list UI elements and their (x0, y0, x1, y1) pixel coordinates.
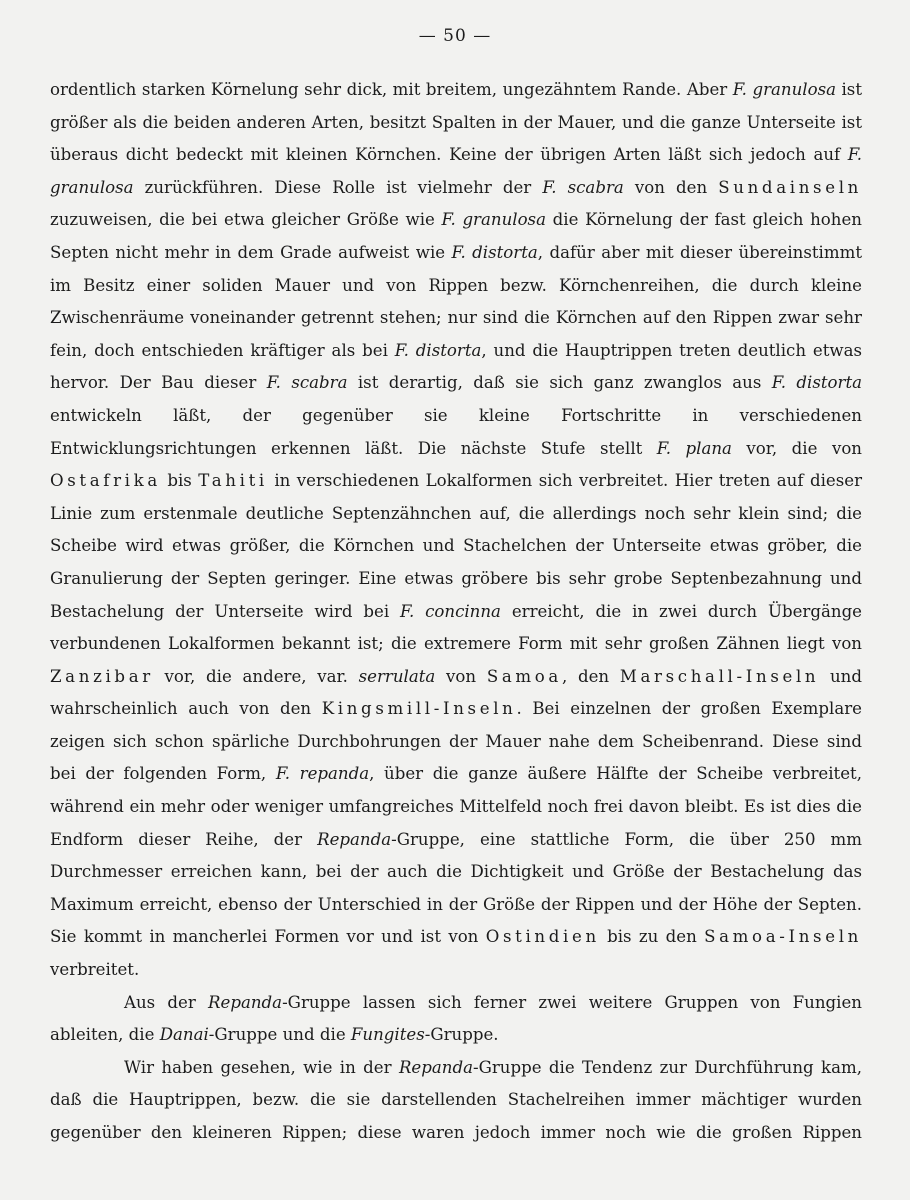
species-name: Danai (159, 1025, 209, 1045)
species-name: serrulata (358, 666, 436, 686)
place-name: Kingsmill-Inseln (321, 699, 517, 719)
species-name: F. (275, 764, 291, 784)
body-text (50, 74, 862, 1150)
species-name: concinna (425, 601, 501, 621)
species-name: scabra (291, 373, 348, 393)
species-name: Repanda (398, 1057, 473, 1077)
species-name: distorta (415, 340, 482, 360)
place-name: Ostafrika (50, 471, 161, 491)
species-name: F. (847, 145, 862, 165)
place-name: Ostindien (485, 927, 600, 947)
place-name: Sundainseln (718, 177, 862, 197)
place-name: Zanzibar (50, 666, 154, 686)
species-name: F. (266, 373, 281, 393)
place-name: Samoa (486, 666, 562, 686)
paragraph-2: Aus der Repanda-Gruppe lassen sich ferner zwei weitere Gruppen von Fungien ableiten, die Danai-Gruppe und die Fungites-Gruppe. (50, 992, 862, 1045)
place-name: Marschall-Inseln (619, 666, 820, 686)
species-name: distorta (796, 373, 863, 393)
species-name: F. (732, 80, 747, 99)
place-name: Samoa-Inseln (704, 927, 862, 947)
species-name: Fungites (350, 1025, 425, 1045)
species-name: F. (441, 210, 456, 230)
species-name: F. (771, 373, 786, 393)
species-name: Repanda (317, 829, 392, 849)
paragraph-1: ordentlich starken Körnelung sehr dick, mit breitem, ungezähntem Rande. Aber F. granulosa ist größer als die beiden anderen Arten, besitzt Spalten in der Mauer, und die ganze Unterseite ist überaus dicht bedeckt mit kleinen Körnchen. Keine der übrigen Arten läßt sich jedoch auf F. granulosa zurückführen. Diese Rolle ist vielmehr der F. scabra von den Sundainseln zuzuweisen, die bei etwa gleicher Größe wie F. granulosa die Körnelung der fast gleich hohen Septen nicht mehr in dem Grade aufweist wie F. distorta, dafür aber mit dieser übereinstimmt im Besitz einer soliden Mauer und von Rippen bezw. Körnchenreihen, die durch kleine Zwischenräume voneinander getrennt stehen; nur sind die Körnchen auf den Rippen zwar sehr fein, doch entschieden kräftiger als bei F. distorta, und die Hauptrippen treten deutlich etwas hervor. Der Bau dieser F. scabra ist derartig, daß sie sich ganz zwanglos aus F. distorta entwickeln läßt, der gegenüber sie kleine Fortschritte in verschiedenen Entwicklungsrichtungen erkennen läßt. Die nächste Stufe stellt F. plana vor, die von Ostafrika bis Tahiti in verschiedenen Lokalformen sich verbreitet. Hier treten auf dieser Linie zum erstenmale deutliche Septenzähnchen auf, die allerdings noch sehr klein sind; die Scheibe wird etwas größer, die Körnchen und Stachelchen der Unterseite etwas gröber, die Granulierung der Septen geringer. Eine etwas gröbere bis sehr grobe Septenbezahnung und Bestachelung der Unterseite wird bei F. concinna erreicht, die in zwei durch Übergänge verbundenen Lokalformen bekannt ist; die extremere Form mit sehr großen Zähnen liegt von Zanzibar vor, die andere, var. serrulata von Samoa, den Marschall-Inseln und wahrscheinlich auch von den Kingsmill-Inseln. Bei einzelnen der großen Exemplare zeigen sich schon spärliche Durchbohrungen der Mauer nahe dem Scheibenrand. Diese sind bei der folgenden Form, F. repanda, über die ganze äußere Hälfte der Scheibe verbreitet, während ein mehr oder weniger umfangreiches Mittelfeld noch frei davon bleibt. Es ist dies die Endform dieser Reihe, der Repanda-Gruppe, eine stattliche Form, die über 250 mm Durchmesser erreichen kann, bei der auch die Dichtigkeit und Größe der Bestachelung das Maximum erreicht, ebenso der Unterschied in der Größe der Rippen und der Höhe der Septen. Sie kommt in mancherlei Formen vor und ist von Ostindien bis zu den Samoa-Inseln verbreitet. (50, 80, 863, 980)
species-name: Repanda (208, 992, 283, 1012)
species-name: scabra (567, 177, 624, 197)
species-name: F. (451, 242, 466, 262)
species-name: F. (656, 438, 671, 458)
species-name: repanda (299, 764, 370, 784)
species-name: distorta (472, 242, 538, 262)
species-name: granulosa (462, 210, 546, 230)
species-name: granulosa (752, 80, 836, 99)
species-name: F. (542, 177, 557, 197)
species-name: plana (685, 438, 732, 458)
paragraph-3: Wir haben gesehen, wie in der Repanda-Gruppe die Tendenz zur Durchführung kam, daß die Hauptrippen, bezw. die sie darstellenden Stachelreihen immer mächtiger wurden gegenüber den kleineren Rippen; diese waren jedoch immer noch wie die großen Rippen (50, 1057, 862, 1142)
place-name: Tahiti (198, 471, 268, 491)
species-name: F. (400, 601, 415, 621)
species-name: F. (394, 340, 409, 360)
page-number: — 50 — (418, 26, 492, 46)
species-name: granulosa (50, 177, 134, 197)
